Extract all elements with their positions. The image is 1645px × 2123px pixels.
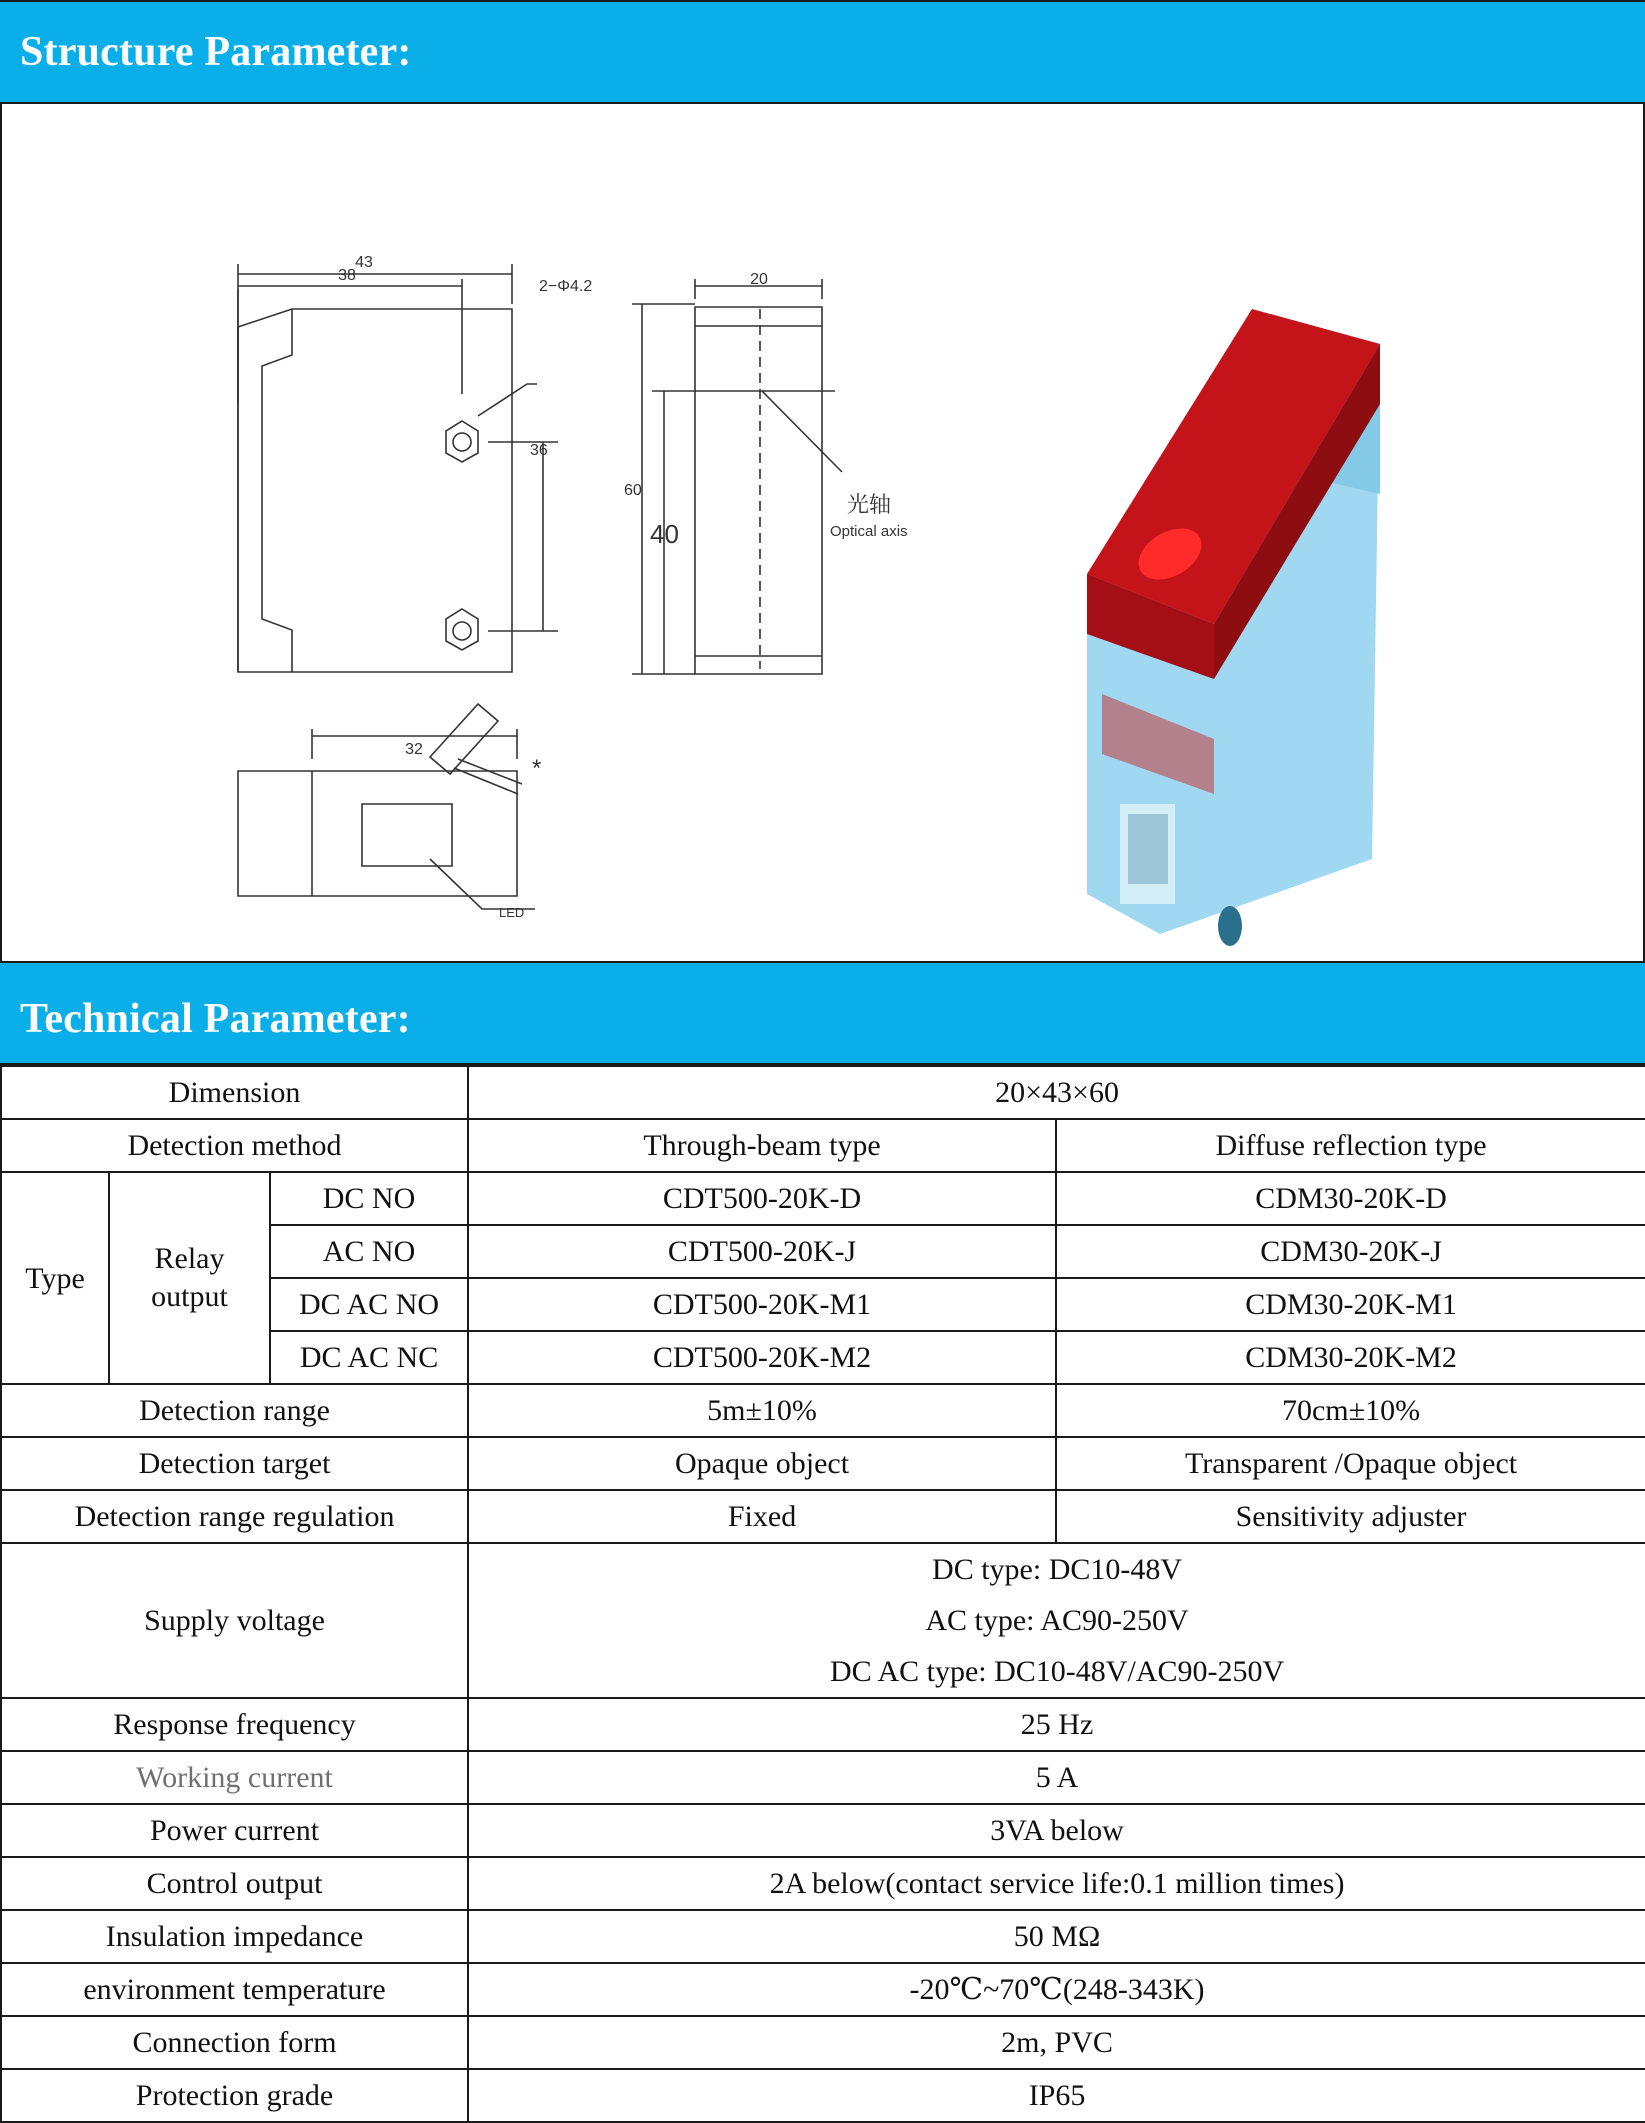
table-row — [1, 1437, 1645, 1490]
row-value: 2m, PVC — [468, 2016, 1645, 2069]
table-row — [1, 1172, 1645, 1225]
relay-label-line1: Relay — [154, 1242, 225, 1275]
dim-43-label: 43 — [355, 254, 373, 271]
diffuse-model: CDM30-20K-D — [1056, 1172, 1645, 1225]
optical-axis-en-label: Optical axis — [830, 523, 908, 540]
diffuse-value: 70cm±10% — [1056, 1384, 1645, 1437]
row-value: 2A below(contact service life:0.1 million times) — [468, 1857, 1645, 1910]
table-row — [1, 1698, 1645, 1751]
row-value: 3VA below — [468, 1804, 1645, 1857]
through-beam-value: Fixed — [468, 1490, 1056, 1543]
row-label: Protection grade — [1, 2069, 468, 2122]
through-beam-header: Through-beam type — [468, 1119, 1056, 1172]
front-view-outline — [238, 309, 512, 672]
through-beam-model: CDT500-20K-M1 — [468, 1278, 1056, 1331]
technical-parameter-title: Technical Parameter: — [20, 996, 411, 1042]
table-row — [1, 1066, 1645, 1119]
technical-parameter-table — [0, 1065, 1645, 2123]
diffuse-model: CDM30-20K-J — [1056, 1225, 1645, 1278]
led-label: LED — [499, 905, 525, 920]
row-label: Response frequency — [1, 1698, 468, 1751]
cable-star-label: * — [532, 755, 542, 782]
table-row — [1, 1963, 1645, 2016]
diffuse-value: Transparent /Opaque object — [1056, 1437, 1645, 1490]
row-label: Power current — [1, 1804, 468, 1857]
table-row — [1, 1804, 1645, 1857]
table-row — [1, 2016, 1645, 2069]
mount-hole-bottom — [446, 609, 478, 650]
output-mode: DC NO — [270, 1172, 468, 1225]
table-row — [1, 1384, 1645, 1437]
row-value: IP65 — [468, 2069, 1645, 2122]
bottom-view-outline — [238, 771, 517, 896]
cable-gland — [430, 704, 498, 774]
row-label: Detection target — [1, 1437, 468, 1490]
row-label: environment temperature — [1, 1963, 468, 2016]
table-row — [1, 1543, 1645, 1698]
table-row — [1, 1751, 1645, 1804]
row-label: Detection range — [1, 1384, 468, 1437]
row-label: Detection range regulation — [1, 1490, 468, 1543]
optical-axis-cn-label: 光轴 — [847, 492, 892, 517]
technical-parameter-header — [0, 961, 1645, 1065]
structure-drawing-area — [0, 104, 1645, 961]
through-beam-model: CDT500-20K-J — [468, 1225, 1056, 1278]
relay-output-label — [109, 1172, 270, 1384]
output-mode: DC AC NO — [270, 1278, 468, 1331]
dim-36-label: 36 — [530, 442, 548, 459]
diffuse-reflection-header: Diffuse reflection type — [1056, 1119, 1645, 1172]
mount-hole-top — [446, 421, 478, 462]
dim-32-label: 32 — [405, 741, 423, 758]
row-label: Insulation impedance — [1, 1910, 468, 1963]
led-window — [362, 804, 452, 866]
supply-voltage-dc: DC type: DC10-48V — [932, 1553, 1183, 1586]
table-row — [1, 1910, 1645, 1963]
supply-voltage-ac: AC type: AC90-250V — [925, 1604, 1189, 1637]
diffuse-model: CDM30-20K-M1 — [1056, 1278, 1645, 1331]
sensor-product-image — [1087, 309, 1380, 946]
table-row — [1, 2069, 1645, 2122]
structure-parameter-header — [0, 0, 1645, 104]
output-mode: AC NO — [270, 1225, 468, 1278]
dim-38-label: 38 — [338, 267, 356, 284]
diffuse-model: CDM30-20K-M2 — [1056, 1331, 1645, 1384]
row-value: -20℃~70℃(248-343K) — [468, 1963, 1645, 2016]
dim-60-label: 60 — [624, 482, 642, 499]
through-beam-model: CDT500-20K-M2 — [468, 1331, 1056, 1384]
type-label: Type — [1, 1172, 109, 1384]
dim-40-label: 40 — [650, 519, 679, 549]
dim-20-label: 20 — [750, 271, 768, 288]
row-label: Control output — [1, 1857, 468, 1910]
structure-parameter-title: Structure Parameter: — [20, 29, 412, 75]
relay-label-line2: output — [151, 1280, 228, 1313]
through-beam-value: Opaque object — [468, 1437, 1056, 1490]
dim-hole-label: 2−Φ4.2 — [539, 278, 593, 295]
supply-voltage-dcac: DC AC type: DC10-48V/AC90-250V — [829, 1655, 1285, 1688]
through-beam-value: 5m±10% — [468, 1384, 1056, 1437]
row-label: Working current — [1, 1751, 468, 1804]
row-label: Connection form — [1, 2016, 468, 2069]
table-row — [1, 1490, 1645, 1543]
diffuse-value: Sensitivity adjuster — [1056, 1490, 1645, 1543]
row-value: 50 MΩ — [468, 1910, 1645, 1963]
row-label: Detection method — [1, 1119, 468, 1172]
row-value: 25 Hz — [468, 1698, 1645, 1751]
row-label: Dimension — [1, 1066, 468, 1119]
output-mode: DC AC NC — [270, 1331, 468, 1384]
dimension-drawing — [2, 104, 1643, 961]
row-label: Supply voltage — [1, 1543, 468, 1698]
table-row — [1, 1119, 1645, 1172]
row-value: 5 A — [468, 1751, 1645, 1804]
through-beam-model: CDT500-20K-D — [468, 1172, 1056, 1225]
side-view-outline — [695, 307, 822, 674]
supply-voltage-values — [468, 1543, 1645, 1698]
table-row — [1, 1857, 1645, 1910]
row-value: 20×43×60 — [468, 1066, 1645, 1119]
